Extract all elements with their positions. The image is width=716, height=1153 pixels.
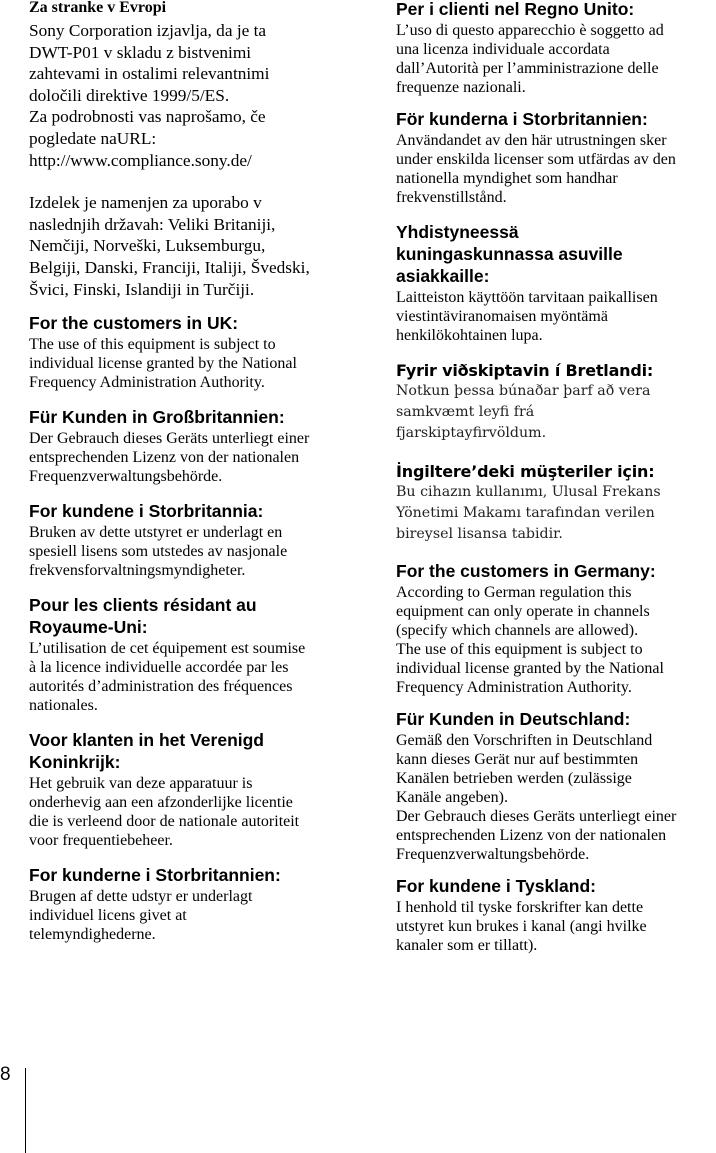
finnish-gb-heading: Yhdistyneessä kuningaskunnassa asuville asiakkaille: — [396, 222, 623, 286]
section-german-de — [396, 708, 716, 864]
left-column — [29, 0, 354, 944]
dutch-gb-heading: Voor klanten in het Verenigd Koninkrijk: — [29, 730, 264, 773]
uk-body: The use of this equipment is subject to individual license granted by the National Frequency Administration Authority. — [29, 336, 297, 392]
norwegian-gb-heading: For kundene i Storbritannia: — [29, 501, 264, 522]
section-french-gb — [29, 594, 354, 715]
danish-gb-body: Brugen af dette udstyr er underlagt individuel licens givet at telemyndighederne. — [29, 888, 253, 944]
section-norwegian-gb — [29, 500, 354, 580]
slovene-heading: Za stranke v Evropi — [29, 0, 167, 16]
slovene-paragraph-2: Izdelek je namenjen za uporabo v naslednjih državah: Veliki Britaniji, Nemčiji, Norveški, Luksemburgu, Belgiji, Danski, Franciji, Italiji, Švedski, Švici, Finski, Islandiji in Turčiji. — [29, 193, 310, 299]
german-gb-body: Der Gebrauch dieses Geräts unterliegt einer entsprechenden Lizenz von der nationalen Frequenzverwaltungsbehörde. — [29, 430, 310, 486]
german-de-heading: Für Kunden in Deutschland: — [396, 709, 631, 729]
french-gb-heading: Pour les clients résidant au Royaume-Uni: — [29, 595, 257, 638]
norwegian-gb-body: Bruken av dette utstyret er underlagt en spesiell lisens som utstedes av nasjonale frekvensforvaltningsmyndigheter. — [29, 524, 288, 580]
section-slovene — [29, 0, 354, 300]
page-number: 8 — [0, 1064, 11, 1085]
italian-gb-body: L’uso di questo apparecchio è soggetto ad una licenza individuale accordata dall’Autorità per l’amministrazione delle frequenze nazionali. — [396, 22, 664, 96]
page-margin-rule — [25, 1068, 26, 1153]
turkish-gb-body: Bu cihazın kullanımı, Ulusal Frekans Yönetimi Makamı tarafından verilen bireysel lisansa tabidir. — [396, 484, 661, 542]
uk-heading: For the customers in UK: — [29, 313, 239, 334]
slovene-paragraph-1: Sony Corporation izjavlja, da je ta DWT-P01 v skladu z bistvenimi zahtevami in ostalimi relevantnimi določili direktive 1999/5/ES. Za podrobnosti vas naprošamo, če pogledate naURL: http://www.compliance.sony.de/ — [29, 21, 270, 170]
icelandic-gb-body: Notkun þessa búnaðar þarf að vera samkvæmt leyfi frá fjarskiptayfirvöldum. — [396, 383, 651, 441]
section-icelandic-gb — [396, 361, 716, 444]
finnish-gb-body: Laitteiston käyttöön tarvitaan paikallisen viestintäviranomaisen myöntämä henkilökohtainen lupa. — [396, 289, 658, 344]
danish-gb-heading: For kunderne i Storbritannien: — [29, 865, 281, 886]
section-swedish-gb — [396, 108, 716, 207]
french-gb-body: L’utilisation de cet équipement est soumise à la licence individuelle accordée par les autorités d’administration des fréquences nationales. — [29, 640, 306, 715]
norwegian-de-heading: For kundene i Tyskland: — [396, 876, 596, 896]
section-turkish-gb — [396, 462, 716, 545]
section-finnish-gb — [396, 221, 716, 345]
section-norwegian-de — [396, 875, 716, 955]
section-uk — [29, 312, 354, 392]
english-de-body: According to German regulation this equipment can only operate in channels (specify which channels are allowed). The use of this equipment is subject to individual license granted by the National Frequency Administration Authority. — [396, 584, 664, 696]
section-danish-gb — [29, 864, 354, 944]
italian-gb-heading: Per i clienti nel Regno Unito: — [396, 0, 635, 19]
icelandic-gb-heading: Fyrir viðskiptavin í Bretlandi: — [396, 361, 654, 380]
norwegian-de-body: I henhold til tyske forskrifter kan dette utstyret kun brukes i kanal (angi hvilke kanaler som er tillatt). — [396, 899, 647, 954]
section-dutch-gb — [29, 729, 354, 850]
dutch-gb-body: Het gebruik van deze apparatuur is onderhevig aan een afzonderlijke licentie die is verleend door de nationale autoriteit voor frequentiebeheer. — [29, 775, 300, 850]
section-italian-gb — [396, 0, 716, 97]
right-column — [396, 0, 716, 955]
swedish-gb-body: Användandet av den här utrustningen sker under enskilda licenser som utfärdas av den nationella myndighet som handhar frekvenstillstånd. — [396, 132, 676, 206]
turkish-gb-heading: İngiltere’deki müşteriler için: — [396, 462, 655, 481]
english-de-heading: For the customers in Germany: — [396, 561, 656, 581]
german-de-body: Gemäß den Vorschriften in Deutschland kann dieses Gerät nur auf bestimmten Kanälen betrieben werden (zulässige Kanäle angeben). Der Gebrauch dieses Geräts unterliegt einer entsprechenden Lizenz von der nationalen Frequenzverwaltungsbehörde. — [396, 732, 677, 863]
section-german-gb — [29, 406, 354, 486]
swedish-gb-heading: För kunderna i Storbritannien: — [396, 109, 648, 129]
german-gb-heading: Für Kunden in Großbritannien: — [29, 407, 285, 428]
section-english-de — [396, 560, 716, 697]
